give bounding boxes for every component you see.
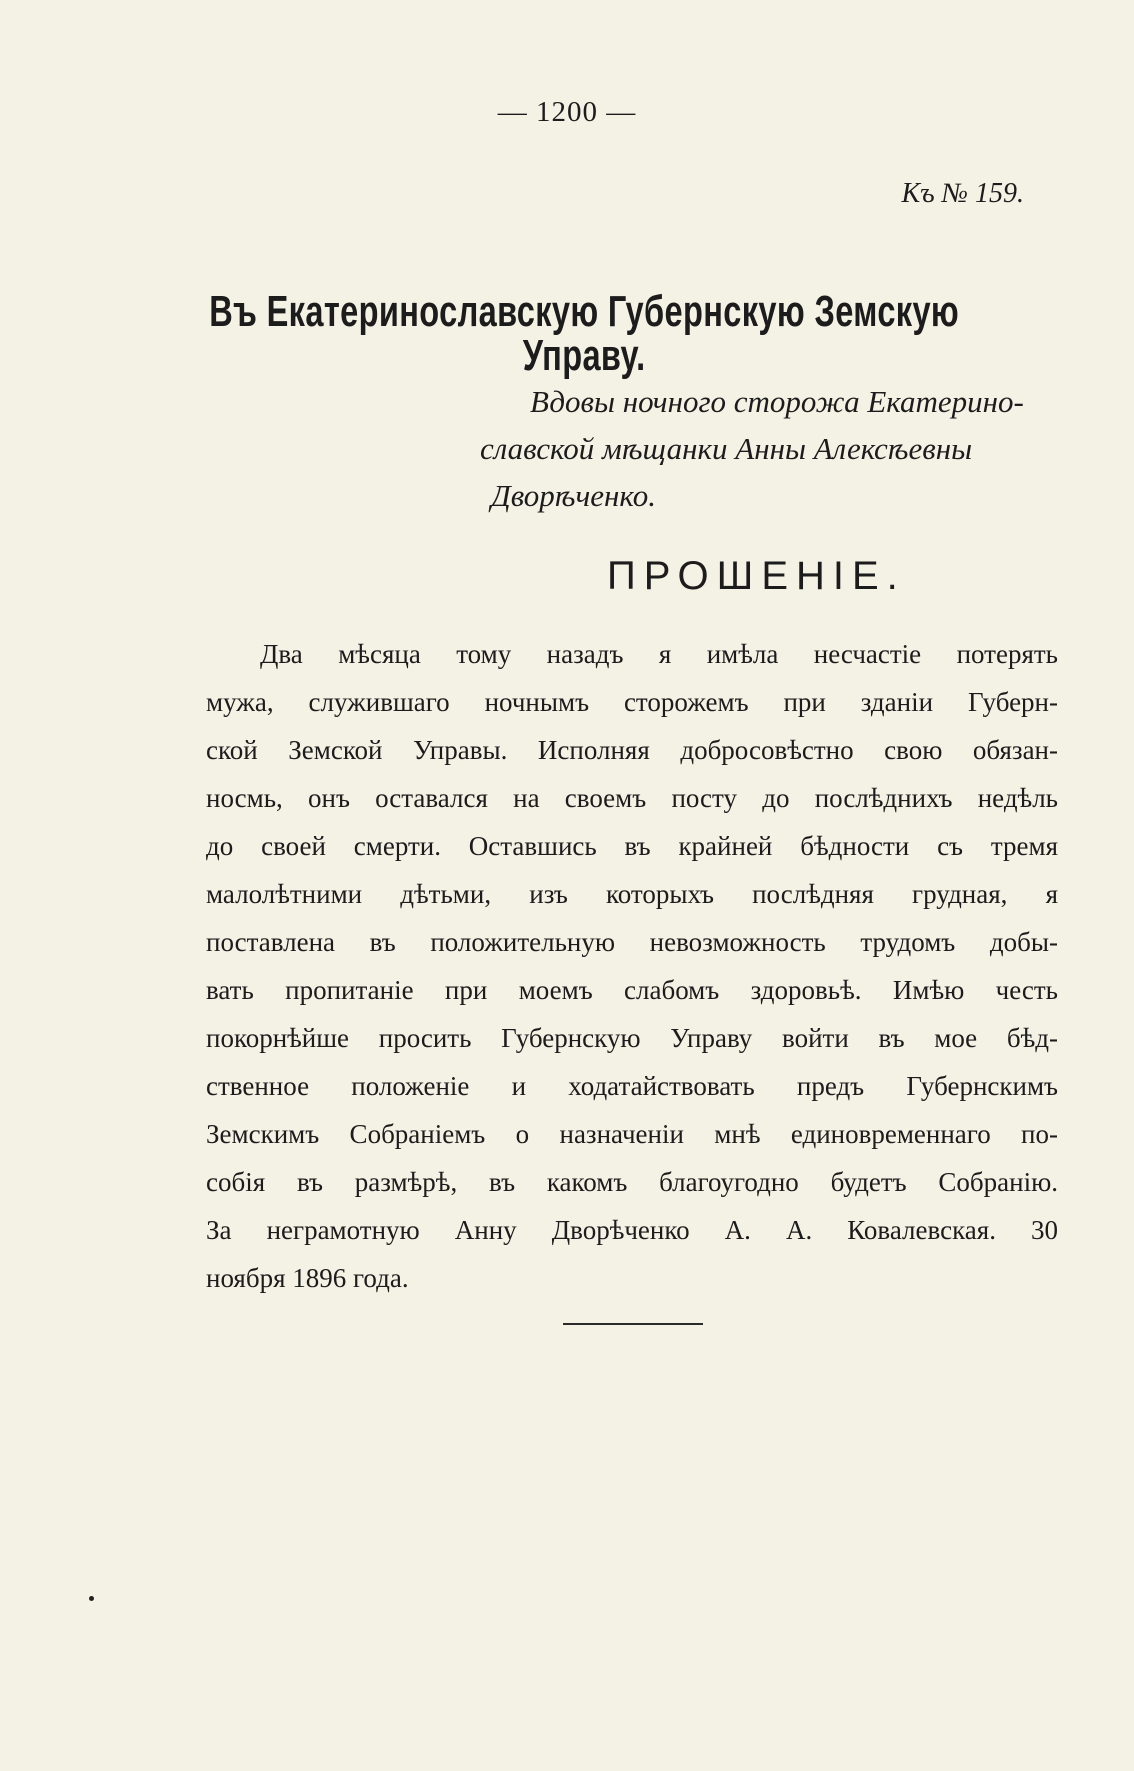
sender-block: [480, 378, 1080, 519]
body-line: ской Земской Управы. Исполняя добросовѣстно свою обязан-: [206, 735, 1058, 765]
sender-line: Вдовы ночного сторожа Екатерино-: [530, 384, 1024, 419]
body-line: малолѣтними дѣтьми, изъ которыхъ послѣдняя грудная, я: [206, 879, 1058, 909]
body-line: вать пропитаніе при моемъ слабомъ здоровьѣ. Имѣю честь: [206, 975, 1058, 1005]
reference-number: Къ № 159.: [901, 178, 1024, 209]
closing-rule: [563, 1323, 703, 1325]
sender-line: славской мѣщанки Анны Алексѣевны: [480, 431, 973, 466]
body-line: ственное положеніе и ходатайствовать предъ Губернскимъ: [206, 1071, 1058, 1101]
body-line: собія въ размѣрѣ, въ какомъ благоугодно будетъ Собранію.: [206, 1167, 1058, 1197]
sender-line: Дворѣченко.: [491, 478, 656, 513]
document-title: ПРОШЕНІЕ.: [607, 554, 906, 598]
body-line: покорнѣйше просить Губернскую Управу войти въ мое бѣд-: [206, 1023, 1058, 1053]
body-line: мужа, служившаго ночнымъ сторожемъ при зданіи Губерн-: [206, 687, 1058, 717]
page-number: — 1200 —: [497, 96, 637, 128]
body-line: носмь, онъ оставался на своемъ посту до послѣднихъ недѣль: [206, 783, 1058, 813]
body-line: ноября 1896 года.: [206, 1263, 409, 1293]
petition-body: [206, 630, 1058, 1302]
body-line: поставлена въ положительную невозможность трудомъ добы-: [206, 927, 1058, 957]
addressee-heading: Въ Екатеринославскую Губернскую Земскую Управу.: [209, 287, 960, 380]
body-line: Земскимъ Собраніемъ о назначеніи мнѣ единовременнаго по-: [206, 1119, 1058, 1149]
body-line: За неграмотную Анну Дворѣченко А. А. Ковалевская. 30: [206, 1215, 1058, 1245]
ink-speck: [89, 1596, 94, 1601]
body-line: до своей смерти. Оставшись въ крайней бѣдности съ тремя: [206, 831, 1058, 861]
body-line: Два мѣсяца тому назадъ я имѣла несчастіе потерять: [260, 639, 1058, 669]
